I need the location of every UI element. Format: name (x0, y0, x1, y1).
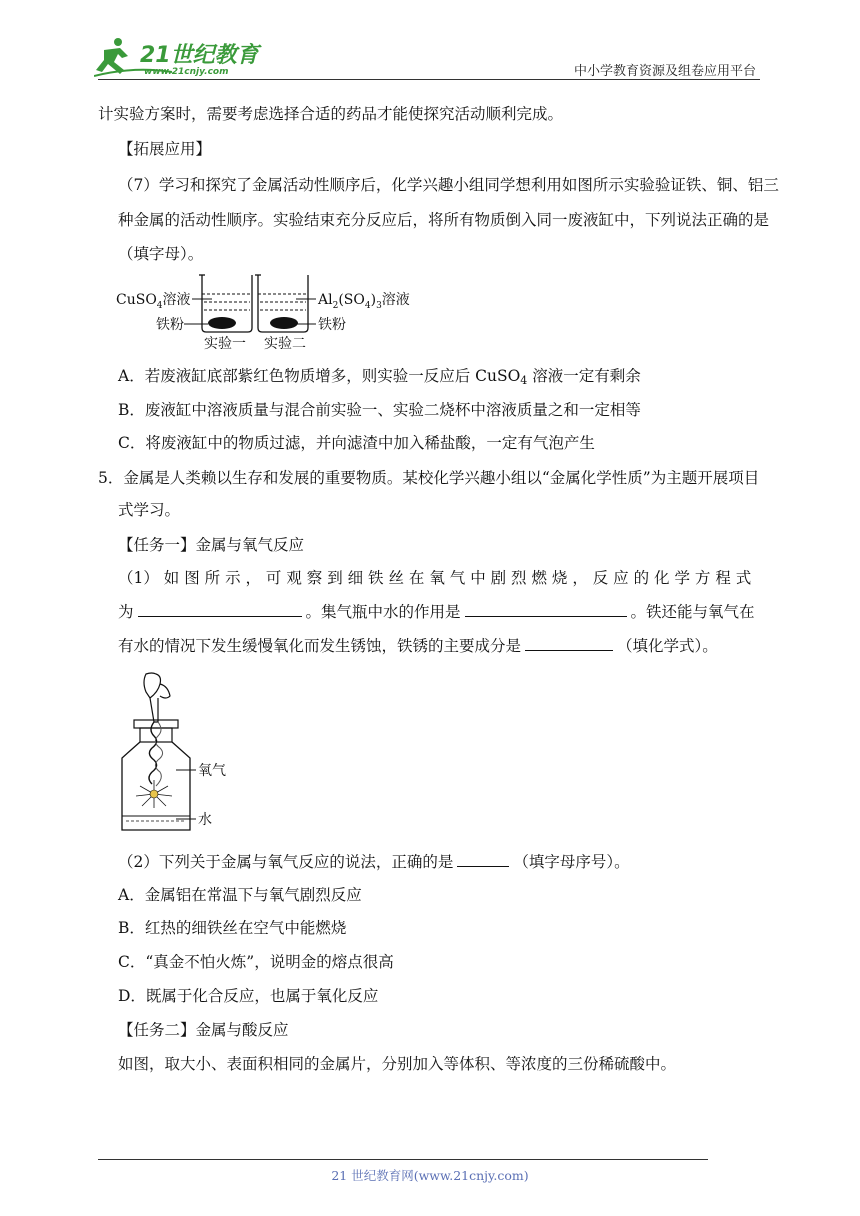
question-2-line: （2）下列关于金属与氧气反应的说法，正确的是 （填字母序号）。 (118, 853, 630, 871)
logo-text: 21世纪教育 (140, 43, 259, 68)
task-one-title: 【任务一】金属与氧气反应 (118, 536, 305, 554)
label-oxygen: 氧气 (198, 763, 226, 779)
label-experiment-one: 实验一 (204, 336, 246, 352)
label-experiment-two: 实验二 (264, 336, 306, 352)
question-7-line: 种金属的活动性顺序。实验结束充分反应后，将所有物质倒入同一废液缸中，下列说法正确的是 (118, 211, 770, 229)
option-b: B．废液缸中溶液质量与混合前实验一、实验二烧杯中溶液质量之和一定相等 (118, 401, 641, 419)
footer-text: 21 世纪教育网(www.21cnjy.com) (331, 1168, 529, 1183)
text-line: 计实验方案时，需要考虑选择合适的药品才能使探究活动顺利完成。 (98, 105, 564, 123)
question-1-line: （1） 如 图 所 示 ， 可 观 察 到 细 铁 丝 在 氧 气 中 剧 烈 燃 烧 ， 反 应 的 化 学 方 程 式 (118, 569, 752, 587)
option-b: B．红热的细铁丝在空气中能燃烧 (118, 919, 347, 937)
question-7-line: （填字母）。 (118, 245, 204, 263)
label-iron-right: 铁粉 (318, 317, 346, 333)
option-d: D．既属于化合反应，也属于氧化反应 (118, 987, 379, 1005)
footer-divider (98, 1159, 708, 1160)
answer-blank[interactable] (457, 852, 509, 867)
answer-blank[interactable] (138, 602, 302, 617)
label-water: 水 (198, 812, 212, 828)
answer-blank[interactable] (525, 636, 613, 651)
beaker-one (199, 275, 252, 332)
task-two-title: 【任务二】金属与酸反应 (118, 1021, 289, 1039)
label-al2so43: $Al_2(SO_4)_3$溶液 (318, 292, 410, 311)
header-divider (98, 79, 760, 80)
label-iron-left: 铁粉 (156, 317, 184, 333)
option-c: C．“真金不怕火炼”，说明金的熔点很高 (118, 953, 394, 971)
option-a: A．若废液缸底部紫红色物质增多，则实验一反应后 CuSO4 溶液一定有剩余 (118, 367, 641, 387)
iron-wire-oxygen-figure (116, 670, 226, 836)
option-c: C．将废液缸中的物质过滤，并向滤渣中加入稀盐酸，一定有气泡产生 (118, 434, 595, 452)
question-5-line: 式学习。 (118, 501, 181, 519)
beaker-experiment-figure (116, 272, 416, 352)
question-5-line: 5．金属是人类赖以生存和发展的重要物质。某校化学兴趣小组以“金属化学性质”为主题开展项目 (98, 469, 760, 487)
section-title-expand: 【拓展应用】 (118, 140, 212, 158)
answer-blank[interactable] (465, 602, 627, 617)
question-7-line: （7）学习和探究了金属活动性顺序后，化学兴趣小组同学想利用如图所示实验验证铁、铜、铝三 (118, 176, 779, 194)
option-a: A．金属铝在常温下与氧气剧烈反应 (118, 886, 362, 904)
question-1-line: 为 。集气瓶中水的作用是 。铁还能与氧气在 (118, 603, 755, 621)
beaker-two (255, 275, 308, 332)
site-logo (94, 36, 264, 78)
question-1-line: 有水的情况下发生缓慢氧化而发生锈蚀，铁锈的主要成分是 （填化学式）。 (118, 637, 718, 655)
label-cuso4: CuSO$_4$溶液 (116, 292, 191, 311)
platform-name: 中小学教育资源及组卷应用平台 (573, 64, 756, 79)
logo-url: www.21cnjy.com (144, 67, 229, 77)
task-two-text: 如图，取大小、表面积相同的金属片，分别加入等体积、等浓度的三份稀硫酸中。 (118, 1055, 677, 1073)
